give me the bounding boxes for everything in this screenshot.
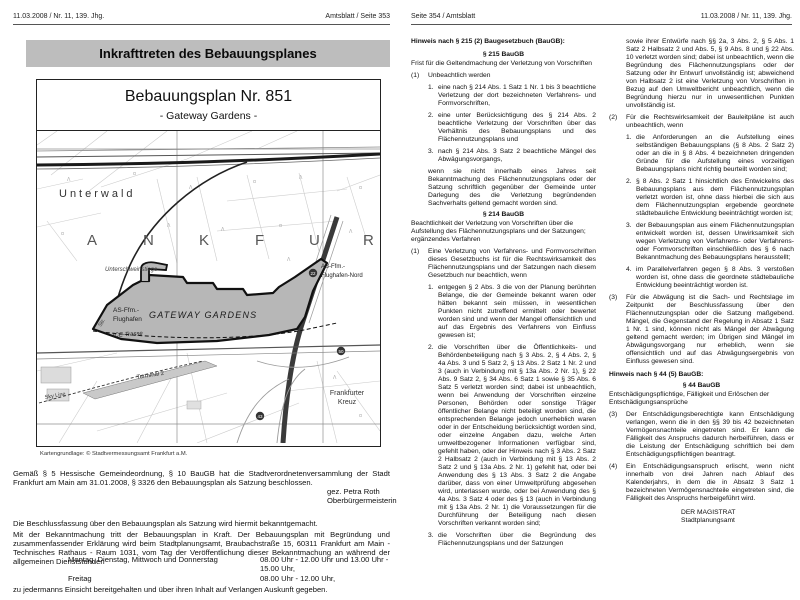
map-label-skyline: Sky Line	[44, 391, 67, 401]
svg-text:U: U	[309, 232, 320, 249]
list-item: 4. im Parallelverfahren gegen § 8 Abs. 3 verstoßen worden ist, ohne dass die geordnete städtebauliche Entwicklung beeinträchtigt worden ist.	[626, 266, 794, 289]
office-hours-row	[68, 574, 396, 583]
map-label-as-1: AS-Ffm.-	[113, 307, 139, 314]
junction-badge-22	[309, 269, 317, 277]
map-canvas	[37, 131, 380, 443]
header-page-number: Amtsblatt / Seite 353	[325, 13, 390, 20]
article-title: Inkrafttreten des Bebauungsplanes	[26, 40, 390, 67]
map-label-strasse: Str.	[97, 317, 107, 328]
map-label-terminal2: Terminal 2	[136, 370, 165, 381]
meadow-icon: α	[253, 179, 256, 185]
map-title-box	[37, 80, 380, 131]
tree-icon: Λ	[299, 175, 303, 181]
office-hours	[68, 555, 396, 583]
paragraph: (3) Für die Abwägung ist die Sach- und Rechtslage im Zeitpunkt der Beschlussfassung über den Flächennutzungsplan oder die Satzung maßgebend. Mängel, die Gegenstand der Regelung in Absatz 1 Satz 1 Nr. 1 sind, können nicht als Mängel der Abwägung geltend gemacht werden; im Übrigen sind Mängel im Abwägungsvorgang nur erheblich, wenn sie offensichtlich und auf das Abwägungsergebnis von Einfluss gewesen sind.	[609, 294, 794, 365]
map-label-as-nord-2: Flughafen-Nord	[321, 273, 363, 279]
page-right	[403, 0, 800, 600]
tree-icon: Λ	[333, 375, 337, 381]
svg-text:R: R	[363, 232, 374, 249]
paragraph: (4) Ein Entschädigungsanspruch erlischt, wenn nicht innerhalb von drei Jahren nach Ablauf des Kalenderjahrs, in dem die in Absatz 3 Satz 1 bezeichneten Vermögensnachteile eingetreten sind, die Fälligkeit des Anspruchs herbeigeführt wird.	[609, 463, 794, 502]
meadow-icon: α	[61, 231, 64, 237]
hinweis-44-heading: Hinweis nach § 44 (5) BauGB:	[609, 371, 704, 378]
map-label-kreuz: Kreuz	[337, 399, 357, 406]
map-figure	[36, 79, 381, 447]
paragraph: (3) Der Entschädigungsberechtigte kann Entschädigung verlangen, wenn die in den §§ 39 bis 42 bezeichneten Vermögensnachteile eingetreten sind. Er kann die Fälligkeit des Anspruchs dadurch herbeiführen, dass er die Leistung der Entschädigung schriftlich bei dem Entschädigungspflichtigen beantragt.	[609, 411, 794, 458]
two-column-text	[411, 38, 794, 548]
resolution-paragraph: Gemäß § 5 Hessische Gemeindeordnung, § 10 BauGB hat die Stadtverordnetenversammlung der Stadt Frankfurt am Main am 31.01.2008, § 3326 den Bebauungsplan als Satzung beschlossen.	[13, 468, 390, 487]
tree-icon: Λ	[167, 223, 171, 229]
inspection-paragraph: zu jedermanns Einsicht bereitgehalten und über ihren Inhalt auf Verlangen Auskunft gegeben.	[13, 584, 328, 594]
svg-text:A: A	[87, 232, 98, 249]
office-hours-days: Freitag	[68, 573, 92, 583]
tree-icon: Λ	[189, 185, 193, 191]
junction-badge-43	[256, 412, 264, 420]
list-item: 2. eine unter Berücksichtigung des § 214 Abs. 2 beachtliche Verletzung der Vorschriften über das Verhältnis des Bebauungsplans und des Flächennutzungsplans und	[428, 112, 596, 143]
magistrat-line: DER MAGISTRAT	[681, 509, 736, 516]
effective-paragraph: Mit der Bekanntmachung tritt der Bebauungsplan in Kraft. Der Bebauungsplan mit Begründung und zusammenfassender Erklärung wird beim Stadtplanungsamt, Braubachstraße 15, 60311 Frankfurt am Main - Technisches Rathaus - Raum 1031, vom Tag der Veröffentlichung dieser Bekanntmachung an während der allgemeinen Dienststunden	[13, 529, 390, 567]
meadow-icon: α	[359, 413, 362, 419]
map-subtitle: - Gateway Gardens -	[159, 110, 258, 122]
meadow-icon: α	[279, 223, 282, 229]
map-label-unterwald: Unterwald	[59, 188, 136, 200]
svg-text:F: F	[255, 232, 265, 249]
svg-text:50: 50	[338, 349, 344, 354]
svg-text:22: 22	[310, 271, 316, 276]
hinweis-215-heading: Hinweis nach § 215 (2) Baugesetzbuch (BauGB):	[411, 38, 565, 45]
meadow-icon: α	[133, 171, 136, 177]
terminal2-building	[83, 361, 217, 399]
stadtplanungsamt-line: Stadtplanungsamt	[681, 517, 735, 525]
signature-title: Oberbürgermeisterin	[327, 496, 397, 506]
header-page-number: Seite 354 / Amtsblatt	[411, 13, 476, 20]
office-hours-time: 08.00 Uhr - 12.00 Uhr und 13.00 Uhr - 15.00 Uhr,	[260, 555, 389, 574]
tree-icon: Λ	[349, 229, 353, 235]
page-right-header	[411, 13, 792, 25]
tree-icon: Λ	[67, 177, 71, 183]
column-2	[609, 38, 794, 548]
paragraph: (2) Für die Rechtswirksamkeit der Bauleitpläne ist auch unbeachtlich, wenn	[609, 114, 794, 129]
svg-text:K: K	[199, 232, 210, 249]
continuation-paragraph: sowie ihrer Entwürfe nach §§ 2a, 3 Abs. 2, § 5 Abs. 1 Satz 2 Halbsatz 2 und Abs. 5, § 9 Abs. 8 und § 22 Abs. 10 verletzt worden sind; dabei ist unbeachtlich, wenn die Begründung des Flächennutzungsplans oder der Satzung oder ihr Entwurf unvollständig ist; abweichend von Halbsatz 2 ist eine Verletzung von Vorschriften in Bezug auf den Umweltbericht unbeachtlich, wenn die Begründung hierzu nur in unwesentlichen Punkten unvollständig ist.	[626, 38, 794, 109]
section-44-subtitle: Entschädigungspflichtige, Fälligkeit und Erlöschen der Entschädigungsansprüche	[609, 391, 770, 406]
buildings	[41, 361, 217, 409]
header-date: 11.03.2008 / Nr. 11, 139. Jhg.	[13, 13, 105, 20]
section-215-title: § 215 BauGB	[482, 51, 525, 58]
list-item: 3. die Vorschriften über die Begründung des Flächennutzungsplans und der Satzungen	[428, 532, 596, 547]
map-label-unterschweinstiege: Unterschweinstiege	[105, 267, 158, 273]
office-hours-days: Montag, Dienstag, Mittwoch und Donnerstag	[68, 555, 218, 564]
city-map	[37, 131, 380, 443]
header-date: 11.03.2008 / Nr. 11, 139. Jhg.	[700, 13, 792, 20]
page-left-header	[13, 13, 390, 25]
paragraph: (1) Eine Verletzung von Verfahrens- und Formvorschriften dieses Gesetzbuchs ist für die Rechtswirksamkeit des Flächennutzungsplans und der Satzungen nach diesem Gesetzbuch nur beachtlich, wenn	[411, 248, 596, 279]
list-item: 2. die Vorschriften über die Öffentlichkeits- und Behördenbeteiligung nach § 3 Abs. 2, § 4 Abs. 2, § 4a Abs. 3 und 5 Satz 2, § 13 Abs. 2 Satz 1 Nr. 2 und 3 (auch in Verbindung mit § 13a Abs. 2 Nr. 1), § 22 Abs. 9 Satz 2, § 34 Abs. 6 Satz 1 sowie § 35 Abs. 6 Satz 5 verletzt worden sind; dabei ist unbeachtlich, wenn bei Anwendung der Vorschriften einzelne Personen, Behörden oder sonstige Träger öffentlicher Belange nicht beteiligt worden sind, die entsprechenden Belange jedoch unerheblich waren oder in der Entscheidung berücksichtigt worden sind, oder einzelne Angaben dazu, welche Arten umweltbezogener Informationen verfügbar sind, gefehlt haben, oder der Hinweis nach § 3 Abs. 2 Satz 2 Halbsatz 2 (auch in Verbindung mit § 13 Abs. 2 Satz 2 und § 13a Abs. 2 Nr. 1) gefehlt hat, oder bei Anwendung des § 13 Abs. 3 Satz 2 die Angabe darüber, dass von einer Umweltprüfung abgesehen wird, unterlassen wurde, oder bei Anwendung des § 4a Abs. 3 Satz 4 oder des § 13 (auch in Verbindung mit § 13a Abs. 2 Nr. 1) die Voraussetzungen für die Durchführung der Beteiligung nach diesen Vorschriften verkannt worden sind;	[428, 344, 596, 527]
signature-name: gez. Petra Roth	[327, 487, 380, 496]
airport-roads	[37, 345, 380, 359]
svg-text:N: N	[143, 232, 154, 249]
tree-icon: Λ	[221, 227, 225, 233]
list-item: 2. § 8 Abs. 2 Satz 1 hinsichtlich des Entwickelns des Bebauungsplans aus dem Flächennutzungsplan verletzt worden ist, ohne dass hierbei die sich aus dem Flächennutzungsplan ergebende geordnete städtebauliche Entwicklung beeinträchtigt worden ist;	[626, 178, 794, 217]
meadow-icon: α	[359, 185, 362, 191]
list-item: 3. nach § 214 Abs. 3 Satz 2 beachtliche Mängel des Abwägungsvorgangs,	[428, 148, 596, 163]
page-left	[0, 0, 396, 600]
list-item: 1. eine nach § 214 Abs. 1 Satz 1 Nr. 1 bis 3 beachtliche Verletzung der dort bezeichneten Verfahrens- und Formvorschriften,	[428, 84, 596, 107]
office-hours-row	[68, 555, 396, 574]
section-44-title: § 44 BauGB	[682, 382, 721, 389]
list-item: 3. der Bebauungsplan aus einem Flächennutzungsplan entwickelt worden ist, dessen Unwirksamkeit sich wegen Verletzung von Verfahrens- oder Verfahrens- oder Formvorschriften einschließlich des § 6 nach Bekanntmachung des Bebauungsplans herausstellt;	[626, 222, 794, 261]
tree-icon: Λ	[287, 257, 291, 263]
list-item: 1. die Anforderungen an die Aufstellung eines selbständigen Bebauungsplans (§ 8 Abs. 2 Satz 2) oder an die in § 8 Abs. 4 bezeichneten dringenden Gründe für die Aufstellung eines vorzeitigen Bebauungsplans nicht richtig beurteilt worden sind;	[626, 134, 794, 173]
map-label-ice-trasse: ICE-Trasse	[112, 330, 143, 339]
column-1	[411, 38, 596, 548]
continuation-paragraph: wenn sie nicht innerhalb eines Jahres seit Bekanntmachung des Flächennutzungsplans oder der Satzung schriftlich gegenüber der Gemeinde unter Darlegung des die Verletzung begründenden Sachverhalts geltend gemacht worden sind.	[428, 168, 596, 207]
section-214-title: § 214 BauGB	[482, 211, 525, 218]
paragraph: (1) Unbeachtlich werden	[411, 72, 491, 79]
map-label-frankfurter: Frankfurter	[329, 390, 365, 397]
magistrat-signature	[609, 509, 794, 526]
map-label-as-2: Flughafen	[113, 316, 142, 323]
svg-text:43: 43	[257, 414, 263, 419]
section-214-subtitle: Beachtlichkeit der Verletzung von Vorschriften über die Aufstellung des Flächennutzungsplans und der Satzungen; ergänzendes Verfahren	[411, 220, 586, 243]
section-215-subtitle: Frist für die Geltendmachung der Verletzung von Vorschriften	[411, 60, 593, 67]
map-title: Bebauungsplan Nr. 851	[124, 88, 293, 105]
map-caption: Kartengrundlage: © Stadtvermessungsamt Frankfurt a.M.	[40, 451, 188, 457]
office-hours-time: 08.00 Uhr - 12.00 Uhr,	[260, 573, 336, 583]
signature-block	[327, 487, 397, 506]
junction-badge-50	[337, 347, 345, 355]
motorway-a3	[37, 147, 380, 169]
map-label-gateway-gardens: GATEWAY GARDENS	[149, 310, 258, 320]
map-label-as-nord-1: AS-Ffm.-	[321, 264, 345, 270]
announcement-paragraph: Die Beschlussfassung über den Bebauungsplan als Satzung wird hiermit bekanntgemacht.	[13, 518, 318, 528]
list-item: 1. entgegen § 2 Abs. 3 die von der Planung berührten Belange, die der Gemeinde bekannt waren oder hätten bekannt sein müssen, in wesentlichen Punkten nicht zutreffend ermittelt oder bewertet worden sind und wenn der Mangel offensichtlich und auf das Ergebnis des Verfahrens von Einfluss gewesen ist;	[428, 284, 596, 339]
